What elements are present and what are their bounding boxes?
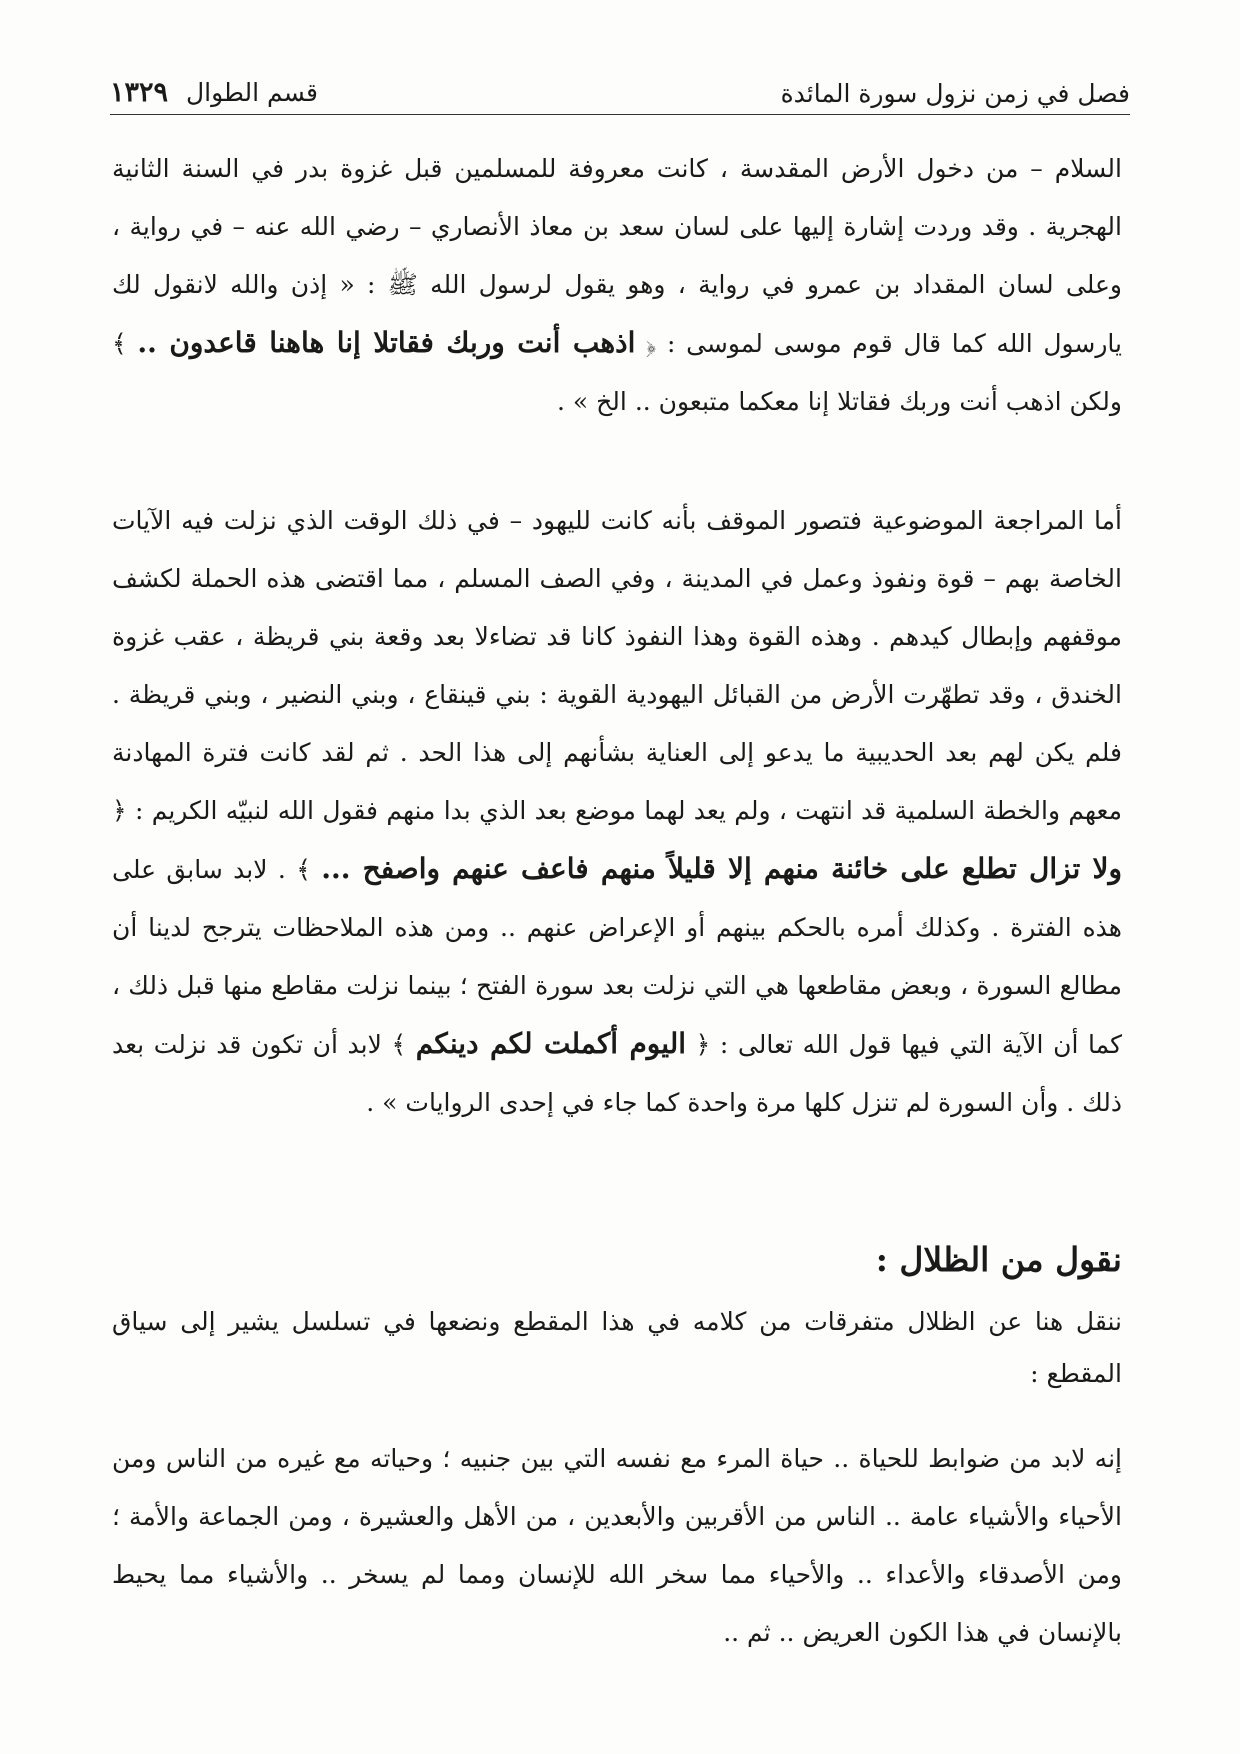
chapter-title: فصل في زمن نزول سورة المائدة	[780, 79, 1130, 108]
quran-quote-3: اليوم أكملت لكم دينكم	[415, 1027, 687, 1060]
paragraph-1-text-b: ﴾ ولكن اذهب أنت وربك فقاتلا إنا معكما متبعون .. الخ » .	[112, 329, 1122, 416]
paragraph-3: ننقل هنا عن الظلال متفرقات من كلامه في هذا المقطع ونضعها في تسلسل يشير إلى سياق المقطع :	[112, 1307, 1122, 1388]
paragraph-2-text-b: ﴾ . لابد سابق على هذه الفترة . وكذلك أمره بالحكم بينهم أو الإعراض عنهم .. ومن هذه الملاحظات يترجح لدينا أن مطالع السورة ، وبعض مقاطعها هي التي نزلت بعد سورة الفتح ؛ بينما نزلت مقاطع منها قبل ذلك ، كما أن الآية التي فيها قول الله تعالى : ﴿	[112, 855, 1122, 1059]
header-part-info	[110, 77, 318, 108]
running-header	[110, 58, 1130, 115]
page-number: ١٣٢٩	[110, 77, 169, 108]
section-heading: نقول من الظلال :	[875, 1240, 1122, 1279]
paragraph-2-text-a: أما المراجعة الموضوعية فتصور الموقف بأنه كانت لليهود – في ذلك الوقت الذي نزلت فيه الآيات الخاصة بهم – قوة ونفوذ وعمل في المدينة ، وفي الصف المسلم ، مما اقتضى هذه الحملة لكشف موقفهم وإبطال كيدهم . وهذه القوة وهذا النفوذ كانا قد تضاءلا بعد وقعة بني قريظة ، عقب غزوة الخندق ، وقد تطهّرت الأرض من القبائل اليهودية القوية : بني قينقاع ، وبني النضير ، وبني قريظة . فلم يكن لهم بعد الحديبية ما يدعو إلى العناية بشأنهم إلى هذا الحد . ثم لقد كانت فترة المهادنة معهم والخطة السلمية قد انتهت ، ولم يعد لهما موضع بعد الذي بدا منهم فقول الله لنبيّه الكريم : ﴿	[112, 506, 1122, 825]
paragraph-2	[112, 492, 1122, 1132]
paragraph-2-text-c: ﴾ لابد أن تكون قد نزلت بعد ذلك . وأن السورة لم تنزل كلها مرة واحدة كما جاء في إحدى الروايات » .	[112, 1030, 1122, 1117]
quran-quote-2: ولا تزال تطلع على خائنة منهم إلا قليلاً منهم فاعف عنهم واصفح ...	[321, 852, 1123, 885]
paragraph-4: إنه لابد من ضوابط للحياة .. حياة المرء مع نفسه التي بين جنبيه ؛ وحياته مع غيره من الناس ومن الأحياء والأشياء عامة .. الناس من الأقربين والأبعدين ، من الأهل والعشيرة ، ومن الجماعة والأمة ؛ ومن الأصدقاء والأعداء .. والأحياء مما سخر الله للإنسان ومما لم يسخر .. والأشياء مما يحيط بالإنسان في هذا الكون العريض .. ثم ..	[112, 1444, 1122, 1647]
part-title: قسم الطوال	[186, 78, 318, 107]
paragraph-1	[112, 140, 1122, 431]
quran-quote-1: اذهب أنت وربك فقاتلا إنا هاهنا قاعدون ..	[137, 326, 636, 359]
paragraph-1-text-a: السلام – من دخول الأرض المقدسة ، كانت معروفة للمسلمين قبل غزوة بدر في السنة الثانية الهجرية . وقد وردت إشارة إليها على لسان سعد بن معاذ الأنصاري – رضي الله عنه – في رواية ، وعلى لسان المقداد بن عمرو في رواية ، وهو يقول لرسول الله ﷺ : « إذن والله لانقول لك يارسول الله كما قال قوم موسى لموسى : ﴿	[112, 154, 1122, 358]
